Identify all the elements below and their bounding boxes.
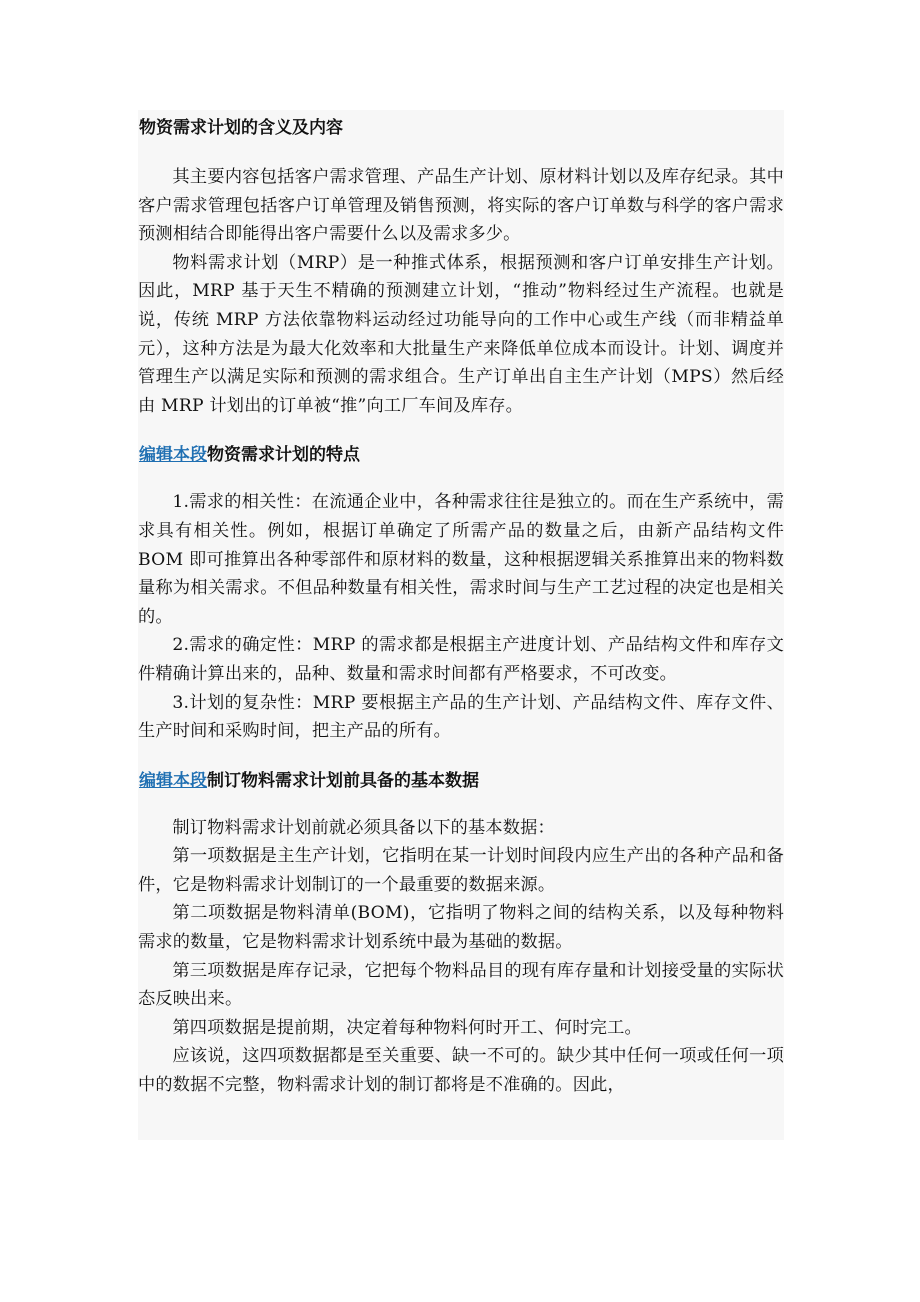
document-body [138, 115, 784, 1100]
edit-section-link[interactable]: 编辑本段 [139, 445, 207, 466]
page-title: 物资需求计划的含义及内容 [139, 118, 343, 138]
section-paragraph: 1.需求的相关性：在流通企业中，各种需求往往是独立的。而在生产系统中，需求具有相关性。例如，根据订单确定了所需产品的数量之后，由新产品结构文件 BOM 即可推算出各种零部件和原材料的数量，这种根据逻辑关系推算出来的物料数量称为相关需求。不但品种数量有相关性，需求时间与生产工艺过程的决定也是相关的。 [138, 492, 784, 627]
section-paragraph: 第一项数据是主生产计划，它指明在某一计划时间段内应生产出的各种产品和备件，它是物料需求计划制订的一个最重要的数据来源。 [138, 846, 784, 895]
section-heading-basic-data [138, 768, 784, 794]
section-title: 制订物料需求计划前具备的基本数据 [207, 770, 479, 791]
document-page [138, 110, 784, 1140]
section-paragraph: 应该说，这四项数据都是至关重要、缺一不可的。缺少其中任何一项或任何一项中的数据不完整，物料需求计划的制订都将是不准确的。因此， [138, 1046, 784, 1096]
section-paragraph: 第三项数据是库存记录，它把每个物料品目的现有库存量和计划接受量的实际状态反映出来。 [138, 960, 784, 1010]
edit-section-link[interactable]: 编辑本段 [139, 770, 207, 791]
section-paragraph: 第四项数据是提前期，决定着每种物料何时开工、何时完工。 [172, 1017, 642, 1038]
section-paragraph: 制订物料需求计划前就必须具备以下的基本数据： [172, 817, 555, 838]
intro-paragraph: 物料需求计划（MRP）是一种推式体系，根据预测和客户订单安排生产计划。因此，MRP 基于天生不精确的预测建立计划，“推动”物料经过生产流程。也就是说，传统 MRP 方法依靠物料运动经过功能导向的工作中心或生产线（而非精益单元），这种方法是为最大化效率和大批量生产来降低单位成本而设计。计划、调度并管理生产以满足实际和预测的需求组合。生产订单出自主生产计划（MPS）然后经由 MRP 计划出的订单被“推”向工厂车间及库存。 [138, 252, 784, 416]
section-paragraph: 第二项数据是物料清单(BOM)，它指明了物料之间的结构关系，以及每种物料需求的数量，它是物料需求计划系统中最为基础的数据。 [138, 903, 784, 953]
section-paragraph: 2.需求的确定性：MRP 的需求都是根据主产进度计划、产品结构文件和库存文件精确计算出来的，品种、数量和需求时间都有严格要求，不可改变。 [138, 635, 784, 684]
intro-paragraph: 其主要内容包括客户需求管理、产品生产计划、原材料计划以及库存纪录。其中客户需求管理包括客户订单管理及销售预测，将实际的客户订单数与科学的客户需求预测相结合即能得出客户需要什么以及需求多少。 [138, 167, 784, 245]
section-heading-features [138, 442, 784, 468]
section-paragraph: 3.计划的复杂性：MRP 要根据主产品的生产计划、产品结构文件、库存文件、生产时间和采购时间，把主产品的所有。 [138, 692, 784, 742]
section-title: 物资需求计划的特点 [207, 445, 360, 466]
